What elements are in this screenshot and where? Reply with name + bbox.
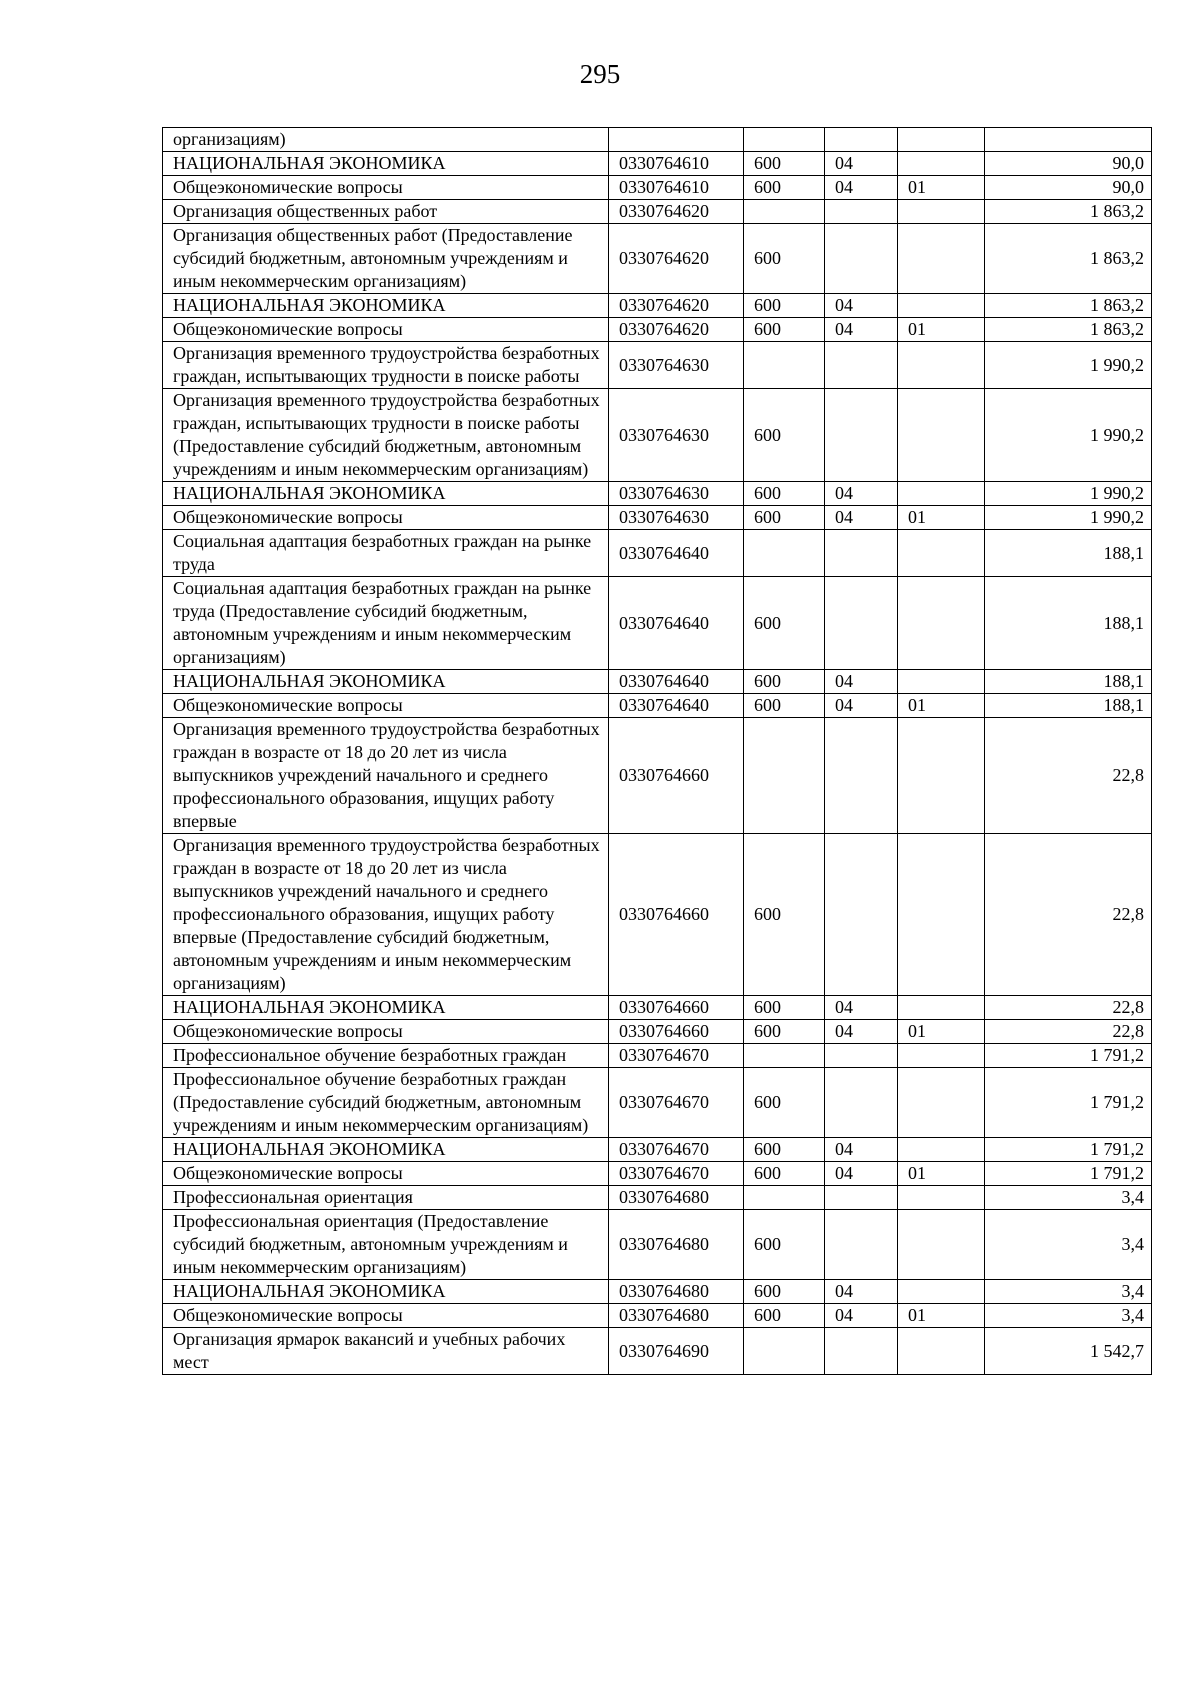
- subsection-cell: [898, 1138, 985, 1162]
- table-row: [163, 530, 1152, 577]
- expense-type-cell: 600: [744, 1280, 825, 1304]
- expense-type-cell: 600: [744, 1020, 825, 1044]
- target-code-cell: 0330764680: [609, 1304, 744, 1328]
- section-cell: 04: [825, 996, 898, 1020]
- expense-type-cell: [744, 718, 825, 834]
- budget-table: [162, 127, 1152, 1375]
- expense-type-cell: 600: [744, 389, 825, 482]
- table-row: [163, 1210, 1152, 1280]
- table-row: [163, 224, 1152, 294]
- expense-type-cell: [744, 128, 825, 152]
- target-code-cell: 0330764660: [609, 1020, 744, 1044]
- amount-cell: 1 990,2: [985, 342, 1152, 389]
- subsection-cell: [898, 718, 985, 834]
- section-cell: [825, 718, 898, 834]
- subsection-cell: [898, 482, 985, 506]
- target-code-cell: 0330764610: [609, 152, 744, 176]
- expense-type-cell: 600: [744, 834, 825, 996]
- target-code-cell: 0330764660: [609, 718, 744, 834]
- table-row: [163, 834, 1152, 996]
- table-row: [163, 1304, 1152, 1328]
- row-name-cell: Профессиональная ориентация (Предоставление субсидий бюджетным, автономным учреждениям и иным некоммерческим организациям): [163, 1210, 609, 1280]
- table-row: [163, 1020, 1152, 1044]
- amount-cell: 1 990,2: [985, 389, 1152, 482]
- expense-type-cell: 600: [744, 506, 825, 530]
- target-code-cell: 0330764620: [609, 294, 744, 318]
- subsection-cell: [898, 1280, 985, 1304]
- amount-cell: 1 791,2: [985, 1044, 1152, 1068]
- target-code-cell: 0330764680: [609, 1280, 744, 1304]
- target-code-cell: 0330764670: [609, 1138, 744, 1162]
- section-cell: [825, 200, 898, 224]
- subsection-cell: [898, 577, 985, 670]
- target-code-cell: 0330764620: [609, 200, 744, 224]
- section-cell: [825, 128, 898, 152]
- section-cell: [825, 389, 898, 482]
- table-row: [163, 718, 1152, 834]
- target-code-cell: [609, 128, 744, 152]
- expense-type-cell: 600: [744, 482, 825, 506]
- target-code-cell: 0330764630: [609, 342, 744, 389]
- amount-cell: 188,1: [985, 694, 1152, 718]
- section-cell: [825, 577, 898, 670]
- table-row: [163, 200, 1152, 224]
- expense-type-cell: 600: [744, 996, 825, 1020]
- section-cell: [825, 1328, 898, 1375]
- row-name-cell: НАЦИОНАЛЬНАЯ ЭКОНОМИКА: [163, 1138, 609, 1162]
- table-body: [163, 128, 1152, 1375]
- target-code-cell: 0330764640: [609, 670, 744, 694]
- section-cell: 04: [825, 670, 898, 694]
- amount-cell: 1 990,2: [985, 506, 1152, 530]
- row-name-cell: Организация общественных работ: [163, 200, 609, 224]
- expense-type-cell: 600: [744, 1210, 825, 1280]
- row-name-cell: организациям): [163, 128, 609, 152]
- row-name-cell: Организация временного трудоустройства безработных граждан, испытывающих трудности в поиске работы: [163, 342, 609, 389]
- amount-cell: 3,4: [985, 1304, 1152, 1328]
- section-cell: 04: [825, 176, 898, 200]
- expense-type-cell: 600: [744, 1162, 825, 1186]
- amount-cell: 1 863,2: [985, 318, 1152, 342]
- table-row: [163, 152, 1152, 176]
- target-code-cell: 0330764640: [609, 577, 744, 670]
- subsection-cell: [898, 200, 985, 224]
- target-code-cell: 0330764660: [609, 834, 744, 996]
- amount-cell: 1 791,2: [985, 1068, 1152, 1138]
- row-name-cell: Общеэкономические вопросы: [163, 506, 609, 530]
- section-cell: 04: [825, 1138, 898, 1162]
- row-name-cell: Социальная адаптация безработных граждан на рынке труда: [163, 530, 609, 577]
- table-row: [163, 1162, 1152, 1186]
- expense-type-cell: 600: [744, 176, 825, 200]
- row-name-cell: Организация временного трудоустройства безработных граждан в возрасте от 18 до 20 лет из числа выпускников учреждений начального и среднего профессионального образования, ищущих работу впервые: [163, 718, 609, 834]
- expense-type-cell: 600: [744, 224, 825, 294]
- table-row: [163, 389, 1152, 482]
- section-cell: [825, 342, 898, 389]
- section-cell: 04: [825, 318, 898, 342]
- amount-cell: 188,1: [985, 577, 1152, 670]
- subsection-cell: 01: [898, 1304, 985, 1328]
- section-cell: 04: [825, 1020, 898, 1044]
- amount-cell: 1 542,7: [985, 1328, 1152, 1375]
- row-name-cell: Организация ярмарок вакансий и учебных рабочих мест: [163, 1328, 609, 1375]
- page-number: 295: [579, 59, 621, 89]
- expense-type-cell: [744, 1186, 825, 1210]
- target-code-cell: 0330764630: [609, 482, 744, 506]
- amount-cell: 22,8: [985, 1020, 1152, 1044]
- row-name-cell: Общеэкономические вопросы: [163, 1304, 609, 1328]
- amount-cell: 1 990,2: [985, 482, 1152, 506]
- row-name-cell: НАЦИОНАЛЬНАЯ ЭКОНОМИКА: [163, 996, 609, 1020]
- row-name-cell: НАЦИОНАЛЬНАЯ ЭКОНОМИКА: [163, 1280, 609, 1304]
- row-name-cell: Организация временного трудоустройства безработных граждан, испытывающих трудности в поиске работы (Предоставление субсидий бюджетным, автономным учреждениям и иным некоммерческим организациям): [163, 389, 609, 482]
- table-row: [163, 482, 1152, 506]
- subsection-cell: [898, 1328, 985, 1375]
- table-row: [163, 670, 1152, 694]
- row-name-cell: Общеэкономические вопросы: [163, 318, 609, 342]
- subsection-cell: [898, 342, 985, 389]
- target-code-cell: 0330764620: [609, 318, 744, 342]
- target-code-cell: 0330764640: [609, 694, 744, 718]
- expense-type-cell: 600: [744, 1304, 825, 1328]
- row-name-cell: НАЦИОНАЛЬНАЯ ЭКОНОМИКА: [163, 294, 609, 318]
- amount-cell: 1 791,2: [985, 1162, 1152, 1186]
- subsection-cell: [898, 1186, 985, 1210]
- expense-type-cell: 600: [744, 318, 825, 342]
- subsection-cell: 01: [898, 1020, 985, 1044]
- table-row: [163, 577, 1152, 670]
- expense-type-cell: 600: [744, 1068, 825, 1138]
- section-cell: [825, 834, 898, 996]
- row-name-cell: Профессиональная ориентация: [163, 1186, 609, 1210]
- target-code-cell: 0330764680: [609, 1186, 744, 1210]
- target-code-cell: 0330764640: [609, 530, 744, 577]
- row-name-cell: Общеэкономические вопросы: [163, 694, 609, 718]
- row-name-cell: НАЦИОНАЛЬНАЯ ЭКОНОМИКА: [163, 152, 609, 176]
- table-row: [163, 506, 1152, 530]
- subsection-cell: [898, 530, 985, 577]
- amount-cell: 22,8: [985, 834, 1152, 996]
- table-row: [163, 1328, 1152, 1375]
- amount-cell: 188,1: [985, 670, 1152, 694]
- section-cell: 04: [825, 482, 898, 506]
- table-row: [163, 128, 1152, 152]
- section-cell: [825, 224, 898, 294]
- amount-cell: 1 863,2: [985, 294, 1152, 318]
- amount-cell: 22,8: [985, 996, 1152, 1020]
- section-cell: 04: [825, 1280, 898, 1304]
- table-row: [163, 1068, 1152, 1138]
- subsection-cell: [898, 389, 985, 482]
- row-name-cell: Профессиональное обучение безработных граждан (Предоставление субсидий бюджетным, автономным учреждениям и иным некоммерческим организациям): [163, 1068, 609, 1138]
- subsection-cell: [898, 224, 985, 294]
- subsection-cell: [898, 152, 985, 176]
- amount-cell: 3,4: [985, 1280, 1152, 1304]
- amount-cell: 188,1: [985, 530, 1152, 577]
- table-row: [163, 318, 1152, 342]
- section-cell: 04: [825, 152, 898, 176]
- subsection-cell: [898, 996, 985, 1020]
- section-cell: [825, 1068, 898, 1138]
- table-row: [163, 694, 1152, 718]
- subsection-cell: 01: [898, 318, 985, 342]
- subsection-cell: [898, 294, 985, 318]
- expense-type-cell: 600: [744, 152, 825, 176]
- section-cell: [825, 530, 898, 577]
- expense-type-cell: [744, 1044, 825, 1068]
- amount-cell: 3,4: [985, 1210, 1152, 1280]
- expense-type-cell: [744, 342, 825, 389]
- amount-cell: 90,0: [985, 176, 1152, 200]
- target-code-cell: 0330764630: [609, 506, 744, 530]
- amount-cell: 22,8: [985, 718, 1152, 834]
- row-name-cell: Общеэкономические вопросы: [163, 1162, 609, 1186]
- subsection-cell: [898, 670, 985, 694]
- section-cell: [825, 1044, 898, 1068]
- subsection-cell: [898, 834, 985, 996]
- amount-cell: 1 863,2: [985, 224, 1152, 294]
- row-name-cell: Организация временного трудоустройства безработных граждан в возрасте от 18 до 20 лет из числа выпускников учреждений начального и среднего профессионального образования, ищущих работу впервые (Предоставление субсидий бюджетным, автономным учреждениям и иным некоммерческим организациям): [163, 834, 609, 996]
- row-name-cell: Организация общественных работ (Предоставление субсидий бюджетным, автономным учреждениям и иным некоммерческим организациям): [163, 224, 609, 294]
- table-row: [163, 1044, 1152, 1068]
- subsection-cell: 01: [898, 1162, 985, 1186]
- amount-cell: 1 791,2: [985, 1138, 1152, 1162]
- table-row: [163, 1138, 1152, 1162]
- section-cell: [825, 1210, 898, 1280]
- section-cell: 04: [825, 294, 898, 318]
- section-cell: [825, 1186, 898, 1210]
- target-code-cell: 0330764610: [609, 176, 744, 200]
- expense-type-cell: 600: [744, 694, 825, 718]
- section-cell: 04: [825, 506, 898, 530]
- amount-cell: 90,0: [985, 152, 1152, 176]
- table-row: [163, 996, 1152, 1020]
- subsection-cell: [898, 1068, 985, 1138]
- subsection-cell: [898, 128, 985, 152]
- subsection-cell: 01: [898, 176, 985, 200]
- section-cell: 04: [825, 1304, 898, 1328]
- subsection-cell: 01: [898, 694, 985, 718]
- table-row: [163, 1280, 1152, 1304]
- target-code-cell: 0330764660: [609, 996, 744, 1020]
- subsection-cell: [898, 1044, 985, 1068]
- row-name-cell: Социальная адаптация безработных граждан на рынке труда (Предоставление субсидий бюджетным, автономным учреждениям и иным некоммерческим организациям): [163, 577, 609, 670]
- target-code-cell: 0330764670: [609, 1068, 744, 1138]
- row-name-cell: Общеэкономические вопросы: [163, 1020, 609, 1044]
- expense-type-cell: 600: [744, 670, 825, 694]
- row-name-cell: НАЦИОНАЛЬНАЯ ЭКОНОМИКА: [163, 670, 609, 694]
- expense-type-cell: [744, 530, 825, 577]
- row-name-cell: НАЦИОНАЛЬНАЯ ЭКОНОМИКА: [163, 482, 609, 506]
- subsection-cell: [898, 1210, 985, 1280]
- target-code-cell: 0330764690: [609, 1328, 744, 1375]
- amount-cell: [985, 128, 1152, 152]
- expense-type-cell: [744, 200, 825, 224]
- table-row: [163, 176, 1152, 200]
- expense-type-cell: 600: [744, 294, 825, 318]
- section-cell: 04: [825, 694, 898, 718]
- amount-cell: 1 863,2: [985, 200, 1152, 224]
- section-cell: 04: [825, 1162, 898, 1186]
- row-name-cell: Профессиональное обучение безработных граждан: [163, 1044, 609, 1068]
- row-name-cell: Общеэкономические вопросы: [163, 176, 609, 200]
- expense-type-cell: [744, 1328, 825, 1375]
- expense-type-cell: 600: [744, 577, 825, 670]
- target-code-cell: 0330764680: [609, 1210, 744, 1280]
- table-row: [163, 294, 1152, 318]
- target-code-cell: 0330764630: [609, 389, 744, 482]
- target-code-cell: 0330764620: [609, 224, 744, 294]
- table-row: [163, 1186, 1152, 1210]
- target-code-cell: 0330764670: [609, 1044, 744, 1068]
- table-row: [163, 342, 1152, 389]
- amount-cell: 3,4: [985, 1186, 1152, 1210]
- target-code-cell: 0330764670: [609, 1162, 744, 1186]
- subsection-cell: 01: [898, 506, 985, 530]
- expense-type-cell: 600: [744, 1138, 825, 1162]
